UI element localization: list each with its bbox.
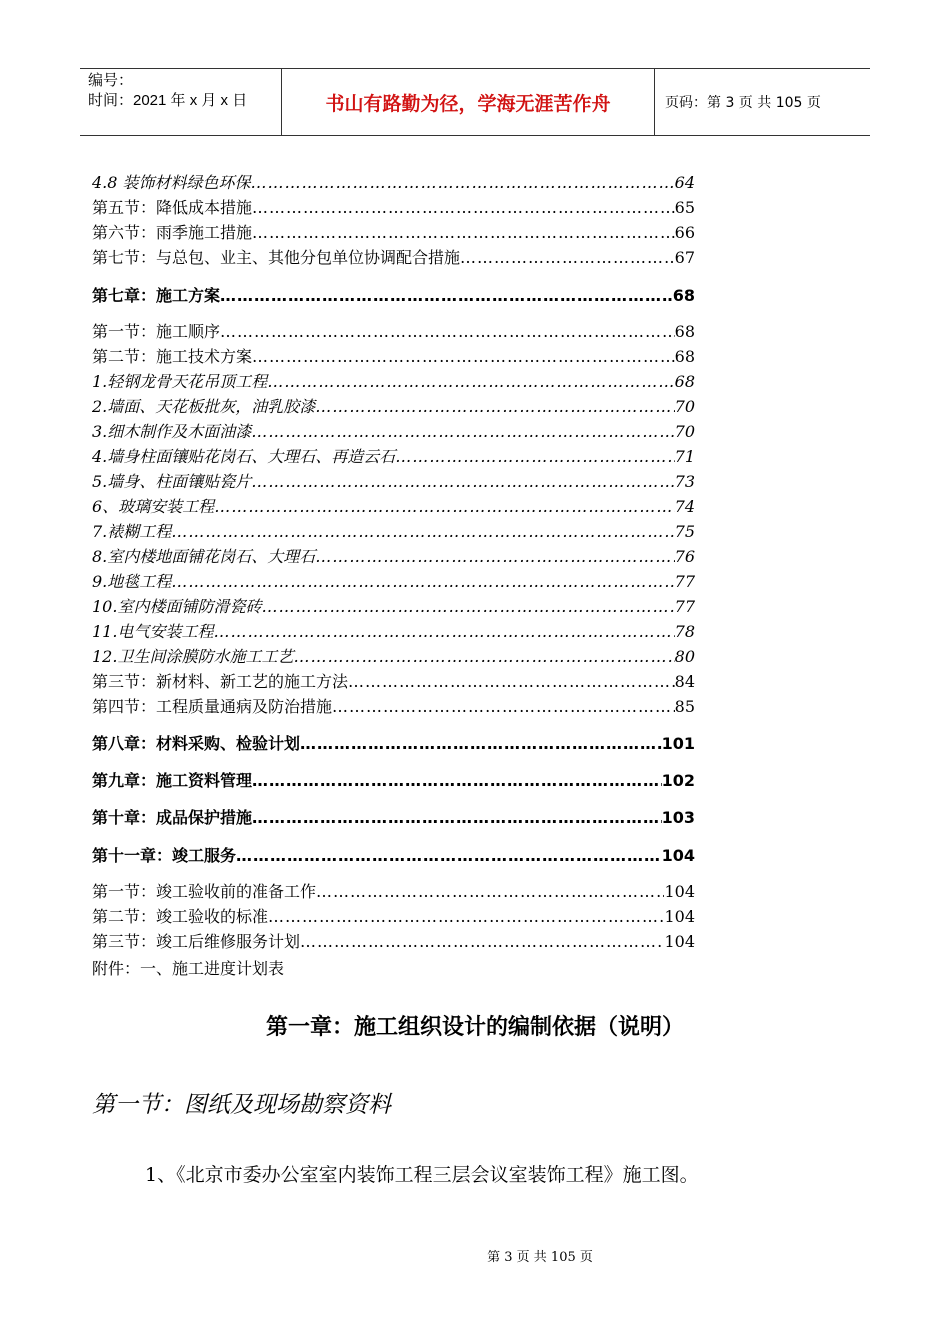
toc-page-number: 66 [674, 223, 695, 242]
toc-page-number: 85 [674, 697, 695, 716]
toc-entry[interactable] [92, 619, 695, 643]
toc-dot-leader [332, 697, 675, 716]
toc-page-number: 67 [674, 248, 695, 267]
toc-entry-label: 3.细木制作及木面油漆 [92, 422, 252, 441]
toc-page-number: 68 [672, 286, 695, 305]
document-date: 时间：2021 年 x 月 x 日 [88, 92, 248, 109]
toc-entry[interactable] [92, 569, 695, 593]
toc-page-number: 70 [674, 397, 695, 416]
toc-page-number: 74 [674, 497, 695, 516]
body-paragraph: 1、《北京市委办公室室内装饰工程三层会议室装饰工程》施工图。 [145, 1164, 699, 1186]
toc-page-number: 68 [674, 372, 695, 391]
header-page-info: 页码：第 3 页 共 105 页 [665, 95, 821, 111]
toc-entry-label: 第二节：施工技术方案 [92, 347, 253, 366]
toc-dot-leader [252, 198, 675, 217]
toc-entry[interactable] [92, 669, 695, 693]
toc-dot-leader [293, 647, 674, 666]
toc-entry-label: 第七节：与总包、业主、其他分包单位协调配合措施 [92, 248, 461, 267]
toc-dot-leader [251, 472, 674, 491]
toc-dot-leader [267, 372, 674, 391]
appendix-text: 附件：一、施工进度计划表 [92, 959, 285, 978]
toc-entry-label: 第三节：新材料、新工艺的施工方法 [92, 672, 349, 691]
toc-page-number: 64 [674, 173, 695, 192]
toc-dot-leader [261, 597, 674, 616]
toc-dot-leader [220, 286, 673, 305]
toc-entry-label: 4.墙身柱面镶贴花岗石、大理石、再造云石 [92, 447, 396, 466]
toc-page-number: 103 [661, 808, 695, 827]
toc-entry-label: 第六节：雨季施工措施 [92, 223, 253, 242]
toc-page-number: 68 [674, 347, 695, 366]
toc-entry-label: 1.轻钢龙骨天花吊顶工程 [92, 372, 268, 391]
toc-page-number: 75 [674, 522, 695, 541]
toc-dot-leader [251, 422, 674, 441]
toc-entry[interactable] [92, 519, 695, 543]
toc-entry-label: 第七章：施工方案 [92, 286, 221, 305]
toc-entry-label: 5.墙身、柱面镶贴瓷片 [92, 472, 252, 491]
toc-entry-label: 8.室内楼地面铺花岗石、大理石 [92, 547, 316, 566]
toc-entry-label: 9.地毯工程 [92, 572, 172, 591]
toc-dot-leader [252, 223, 675, 242]
toc-entry[interactable] [92, 369, 695, 393]
toc-page-number: 76 [674, 547, 695, 566]
toc-dot-leader [395, 447, 674, 466]
page-footer: 第 3 页 共 105 页 [487, 1250, 593, 1265]
toc-dot-leader [220, 322, 675, 341]
toc-entry[interactable] [92, 170, 695, 194]
toc-page-number: 77 [674, 597, 695, 616]
toc-entry[interactable] [92, 929, 695, 953]
toc-dot-leader [268, 907, 664, 926]
toc-entry-label: 10.室内楼面铺防滑瓷砖 [92, 597, 262, 616]
toc-page-number: 71 [674, 447, 695, 466]
toc-entry[interactable] [92, 319, 695, 343]
toc-entry-label: 11.电气安装工程 [92, 622, 214, 641]
toc-entry-label: 6、玻璃安装工程 [92, 497, 215, 516]
toc-dot-leader [300, 734, 662, 753]
toc-dot-leader [214, 497, 674, 516]
toc-entry[interactable] [92, 594, 695, 618]
toc-entry-label: 第八章：材料采购、检验计划 [92, 734, 301, 753]
toc-page-number: 68 [674, 322, 695, 341]
toc-page-number: 77 [674, 572, 695, 591]
toc-entry-label: 4.8 装饰材料绿色环保 [92, 173, 251, 192]
toc-page-number: 101 [661, 734, 695, 753]
toc-page-number: 73 [674, 472, 695, 491]
toc-entry-label: 第一节：施工顺序 [92, 322, 221, 341]
toc-page-number: 80 [674, 647, 695, 666]
toc-dot-leader [460, 248, 675, 267]
document-number-label: 编号： [88, 72, 134, 89]
section-title: 第一节：图纸及现场勘察资料 [92, 1092, 391, 1118]
toc-entry[interactable] [92, 494, 695, 518]
toc-entry[interactable] [92, 694, 695, 718]
toc-chapter-entry[interactable] [92, 731, 695, 755]
toc-chapter-entry[interactable] [92, 805, 695, 829]
toc-entry-label: 第十一章：竣工服务 [92, 846, 237, 865]
toc-chapter-entry[interactable] [92, 283, 695, 307]
toc-entry[interactable] [92, 904, 695, 928]
toc-entry-label: 第五节：降低成本措施 [92, 198, 253, 217]
toc-entry-label: 7.裱糊工程 [92, 522, 172, 541]
toc-page-number: 65 [674, 198, 695, 217]
toc-entry[interactable] [92, 469, 695, 493]
toc-entry-label: 第三节：竣工后维修服务计划 [92, 932, 301, 951]
toc-page-number: 78 [674, 622, 695, 641]
toc-page-number: 104 [664, 882, 695, 901]
toc-entry[interactable] [92, 394, 695, 418]
toc-page-number: 104 [661, 846, 695, 865]
toc-entry-label: 第十章：成品保护措施 [92, 808, 253, 827]
toc-dot-leader [300, 932, 664, 951]
toc-dot-leader [348, 672, 675, 691]
toc-entry[interactable] [92, 544, 695, 568]
toc-entry[interactable] [92, 444, 695, 468]
toc-entry[interactable] [92, 344, 695, 368]
toc-dot-leader [252, 771, 662, 790]
toc-page-number: 70 [674, 422, 695, 441]
header-motto: 书山有路勤为径，学海无涯苦作舟 [282, 69, 655, 135]
toc-dot-leader [252, 347, 675, 366]
toc-dot-leader [171, 572, 674, 591]
toc-dot-leader [315, 547, 674, 566]
toc-entry[interactable] [92, 220, 695, 244]
toc-dot-leader [316, 882, 664, 901]
header-meta [80, 69, 282, 135]
toc-page-number: 102 [661, 771, 695, 790]
toc-entry-label: 第二节：竣工验收的标准 [92, 907, 269, 926]
toc-chapter-entry[interactable] [92, 768, 695, 792]
toc-dot-leader [213, 622, 674, 641]
toc-dot-leader [252, 808, 662, 827]
page-header [80, 68, 870, 136]
toc-dot-leader [251, 173, 675, 192]
toc-entry[interactable] [92, 245, 695, 269]
toc-entry-label: 第四节：工程质量通病及防治措施 [92, 697, 333, 716]
toc-entry-label: 12.卫生间涂膜防水施工工艺 [92, 647, 294, 666]
chapter-title: 第一章：施工组织设计的编制依据（说明） [265, 1015, 684, 1040]
toc-entry-label: 第一节：竣工验收前的准备工作 [92, 882, 317, 901]
toc-entry[interactable] [92, 644, 695, 668]
toc-entry-label: 2.墙面、天花板批灰，油乳胶漆 [92, 397, 316, 416]
toc-page-number: 84 [674, 672, 695, 691]
toc-entry-label: 第九章：施工资料管理 [92, 771, 253, 790]
toc-entry[interactable] [92, 879, 695, 903]
appendix-line [92, 956, 695, 980]
toc-dot-leader [315, 397, 674, 416]
toc-entry[interactable] [92, 419, 695, 443]
toc-dot-leader [236, 846, 662, 865]
toc-dot-leader [171, 522, 674, 541]
toc-chapter-entry[interactable] [92, 843, 695, 867]
toc-page-number: 104 [664, 907, 695, 926]
toc-entry[interactable] [92, 195, 695, 219]
toc-page-number: 104 [664, 932, 695, 951]
